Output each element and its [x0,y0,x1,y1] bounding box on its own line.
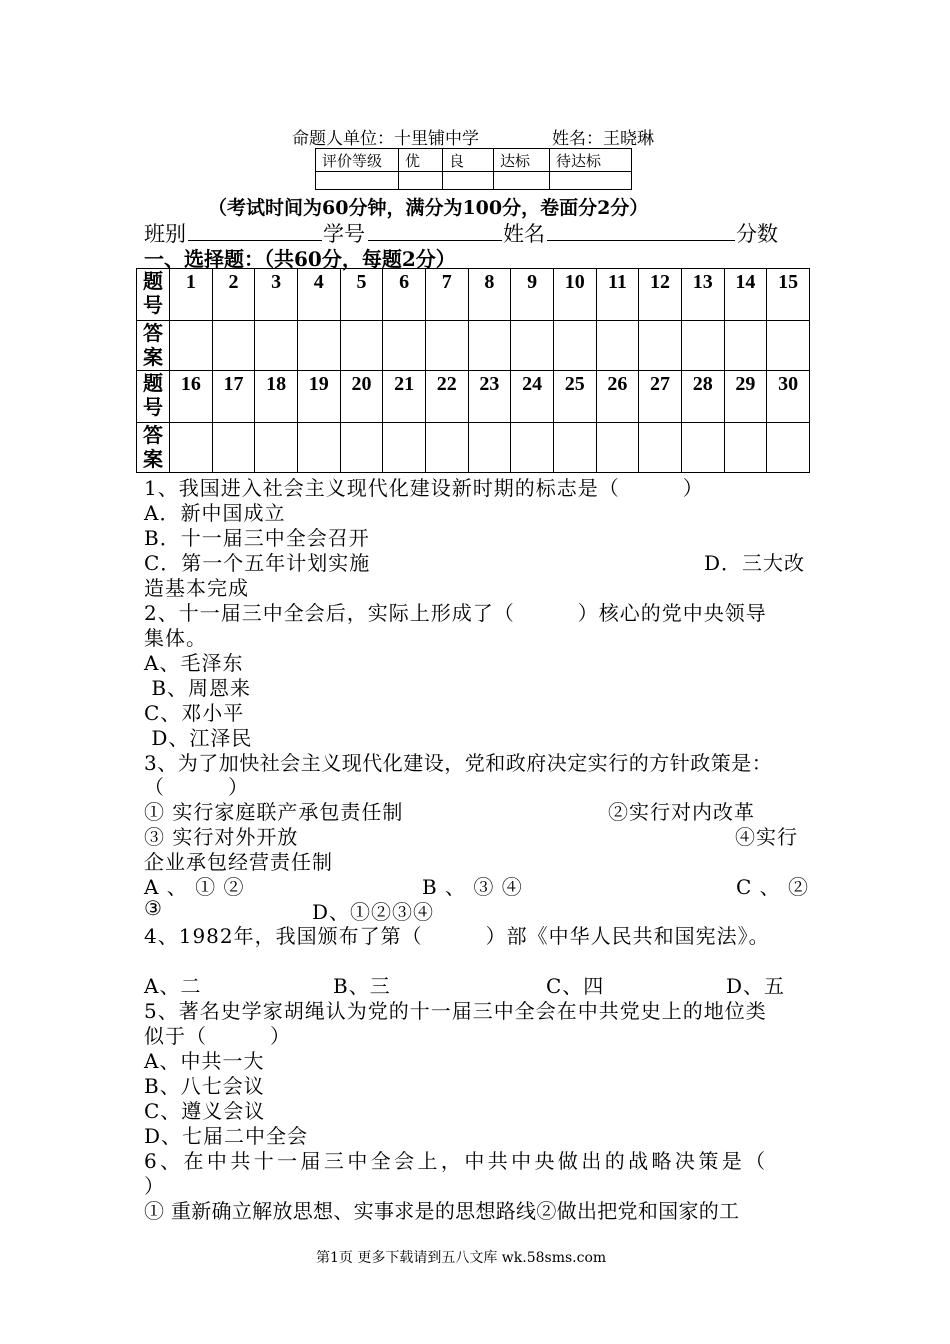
question-number: 19 [297,371,340,423]
question-number: 6 [383,269,426,321]
question-number: 16 [170,371,213,423]
exam-note: （考试时间为60分钟，满分为100分，卷面分2分） [208,197,649,219]
row-label: 答 案 [137,321,170,371]
answer-cell[interactable] [724,423,767,473]
question-number: 8 [468,269,511,321]
question-number: 20 [340,371,383,423]
row-label: 题 号 [137,269,170,321]
student-name-blank [547,240,735,241]
question-number: 5 [340,269,383,321]
answer-cell[interactable] [212,423,255,473]
option-text: 企业承包经营责任制 [144,850,333,874]
question-number: 9 [511,269,554,321]
question-number: 14 [724,269,767,321]
question-number: 29 [724,371,767,423]
question-text: 2、十一届三中全会后，实际上形成了（ ）核心的党中央领导 [144,601,767,625]
question-number: 17 [212,371,255,423]
question-text: 集体。 [144,626,207,650]
option-text: 造基本完成 [144,576,249,600]
answer-cell[interactable] [297,321,340,371]
grade-cell: 评价等级 [316,149,399,172]
question-number: 18 [255,371,298,423]
row-label: 答 案 [137,423,170,473]
grade-blank-row [316,172,632,190]
option-text: A、中共一大 [144,1049,265,1073]
option-text: ① 实行家庭联产承包责任制 [144,800,404,824]
option-text: B、八七会议 [144,1074,265,1098]
option-text: C、遵义会议 [144,1099,266,1123]
question-number: 1 [170,269,213,321]
option-text: A、毛泽东 [144,651,244,675]
question-number: 30 [767,371,810,423]
option-text: D．三大改 [704,551,806,575]
author-name: 姓名：王晓琳 [552,129,654,149]
question-text: 5、著名史学家胡绳认为党的十一届三中全会在中共党史上的地位类 [144,999,767,1023]
option-text: B、三 [333,974,391,998]
answer-cell[interactable] [724,321,767,371]
grade-cell: 达标 [494,149,550,172]
option-text: B．十一届三中全会召开 [144,526,370,550]
grade-cell: 待达标 [550,149,632,172]
answer-cell[interactable] [681,321,724,371]
author-unit: 命题人单位：十里铺中学 [292,129,479,149]
answer-cell[interactable] [767,321,810,371]
answer-cell[interactable] [340,423,383,473]
question-text: ① 重新确立解放思想、实事求是的思想路线②做出把党和国家的工 [144,1199,740,1223]
question-number: 26 [596,371,639,423]
answer-cell[interactable] [553,423,596,473]
score-label: 分数 [736,222,778,246]
option-text: ②实行对内改革 [608,800,755,824]
question-text: （ ） [144,775,249,799]
option-text: D、①②③④ [312,900,435,924]
answer-cell[interactable] [255,423,298,473]
option-text: C．第一个五年计划实施 [144,551,371,575]
grade-header-row [316,149,632,172]
answer-cell[interactable] [553,321,596,371]
answer-cell[interactable] [468,423,511,473]
answer-cell[interactable] [170,423,213,473]
option-text: D、江泽民 [144,726,253,750]
option-text: D、七届二中全会 [144,1124,309,1148]
grade-cell: 良 [443,149,494,172]
question-number: 7 [425,269,468,321]
answer-table-row [137,269,810,321]
student-id-blank [368,240,502,241]
question-number: 21 [383,371,426,423]
answer-table-row [137,371,810,423]
answer-cell[interactable] [639,321,682,371]
section-title: 一、选择题：（共60分，每题2分） [144,247,456,271]
option-text: B 、 ③ ④ [422,875,523,899]
question-number: 12 [639,269,682,321]
answer-table-row [137,321,810,371]
answer-cell[interactable] [170,321,213,371]
class-blank [188,240,322,241]
answer-cell[interactable] [425,321,468,371]
answer-cell[interactable] [468,321,511,371]
question-number: 4 [297,269,340,321]
question-number: 24 [511,371,554,423]
question-number: 25 [553,371,596,423]
option-text: ③ 实行对外开放 [144,825,299,849]
student-id-label: 学号 [323,222,365,246]
answer-cell[interactable] [383,321,426,371]
grade-table [315,148,632,190]
answer-cell[interactable] [767,423,810,473]
answer-table [136,268,810,473]
answer-cell[interactable] [596,321,639,371]
answer-cell[interactable] [212,321,255,371]
answer-cell[interactable] [639,423,682,473]
option-text: A、二 [144,974,202,998]
row-label: 题 号 [137,371,170,423]
answer-cell[interactable] [596,423,639,473]
question-number: 28 [681,371,724,423]
question-number: 13 [681,269,724,321]
question-number: 11 [596,269,639,321]
answer-cell[interactable] [681,423,724,473]
page-footer: 第1页 更多下载请到五八文库 wk.58sms.com [316,1250,607,1266]
question-number: 10 [553,269,596,321]
option-text: C、四 [546,974,605,998]
answer-cell[interactable] [511,423,554,473]
answer-cell[interactable] [425,423,468,473]
question-text: 3、为了加快社会主义现代化建设，党和政府决定实行的方针政策是： [144,751,773,775]
option-text: A．新中国成立 [144,501,286,525]
question-number: 23 [468,371,511,423]
option-text: C、邓小平 [144,701,245,725]
option-text: A 、 ① ② [144,875,245,899]
question-number: 27 [639,371,682,423]
student-name-label: 姓名 [503,222,545,246]
option-text: ③ [144,896,163,920]
question-text: 似于（ ） [144,1024,291,1048]
answer-cell[interactable] [511,321,554,371]
question-text: 6、在中共十一届三中全会上，中共中央做出的战略决策是（ [144,1149,769,1173]
answer-cell[interactable] [340,321,383,371]
option-text: B、周恩来 [144,676,252,700]
grade-cell: 优 [399,149,443,172]
question-text: ） [144,1174,165,1198]
option-text: D、五 [726,974,786,998]
question-number: 22 [425,371,468,423]
question-number: 15 [767,269,810,321]
option-text: ④实行 [735,825,798,849]
class-label: 班别 [144,222,186,246]
answer-cell[interactable] [383,423,426,473]
answer-cell[interactable] [297,423,340,473]
answer-table-row [137,423,810,473]
question-number: 2 [212,269,255,321]
answer-cell[interactable] [255,321,298,371]
question-number: 3 [255,269,298,321]
question-text: 4、1982年，我国颁布了第（ ）部《中华人民共和国宪法》。 [144,924,770,948]
question-text: 1、我国进入社会主义现代化建设新时期的标志是（ ） [144,476,704,500]
option-text: C 、 ② [736,875,810,899]
